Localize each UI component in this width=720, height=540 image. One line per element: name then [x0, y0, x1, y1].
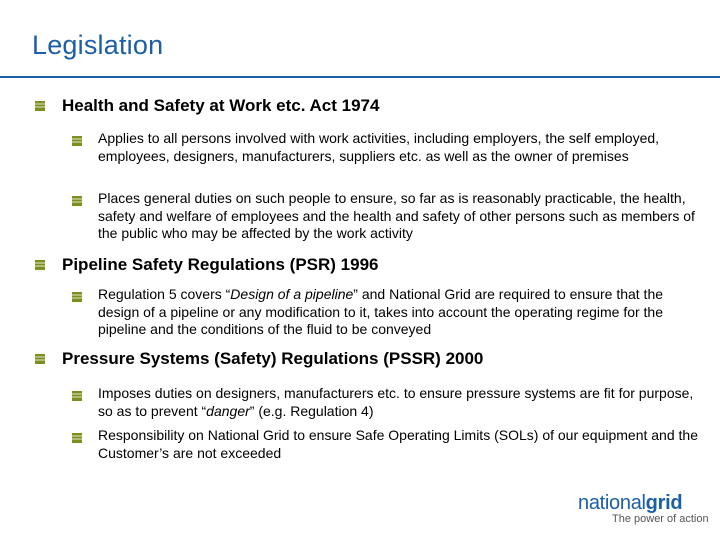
point-text-emphasis: danger: [206, 402, 250, 419]
point-text: [98, 385, 698, 420]
square-bullet-icon: [34, 353, 46, 365]
section-heading-pssr: Pressure Systems (Safety) Regulations (PSSR) 2000: [62, 349, 484, 368]
logo-wordmark: [578, 492, 708, 514]
section-heading-psr: Pipeline Safety Regulations (PSR) 1996: [62, 255, 379, 274]
square-bullet-icon: [34, 259, 46, 271]
title-divider: [0, 76, 720, 78]
square-bullet-icon: [71, 195, 83, 207]
square-bullet-icon: [71, 135, 83, 147]
point-text-pre: Regulation 5 covers “: [98, 286, 231, 302]
logo-tagline: The power of action: [612, 513, 709, 525]
square-bullet-icon: [71, 291, 83, 303]
point-text-post: ” and National Grid are required to ensure that the design of a pipeline or any modification to it, takes into account the operating regime for the pipeline and the conditions of the fluid to be conveyed: [98, 286, 664, 337]
point-text: [98, 286, 698, 339]
slide-title: Legislation: [32, 30, 164, 60]
square-bullet-icon: [34, 100, 46, 112]
section-heading-hswa: Health and Safety at Work etc. Act 1974: [62, 96, 380, 115]
logo-word-national: national: [578, 492, 646, 514]
point-text: Responsibility on National Grid to ensure Safe Operating Limits (SOLs) of our equipment and the Customer’s are not exceeded: [98, 427, 698, 461]
square-bullet-icon: [71, 390, 83, 402]
logo-word-grid: grid: [645, 492, 683, 514]
point-text: Places general duties on such people to ensure, so far as is reasonably practicable, the health, safety and welfare of employees and the health and safety of other persons such as members of the public who may be affected by the work activity: [98, 190, 695, 241]
point-text: Applies to all persons involved with work activities, including employers, the self employed, employees, designers, manufacturers, suppliers etc. as well as the owner of premises: [98, 130, 660, 164]
point-text-emphasis: Design of a pipeline: [230, 286, 354, 302]
national-grid-logo: [578, 492, 708, 532]
square-bullet-icon: [71, 432, 83, 444]
point-text-post: ” (e.g. Regulation 4): [249, 402, 374, 419]
point-text-pre: Imposes duties on designers, manufacturers etc. to ensure pressure systems are fit for purpose, so as to prevent “: [98, 385, 694, 419]
